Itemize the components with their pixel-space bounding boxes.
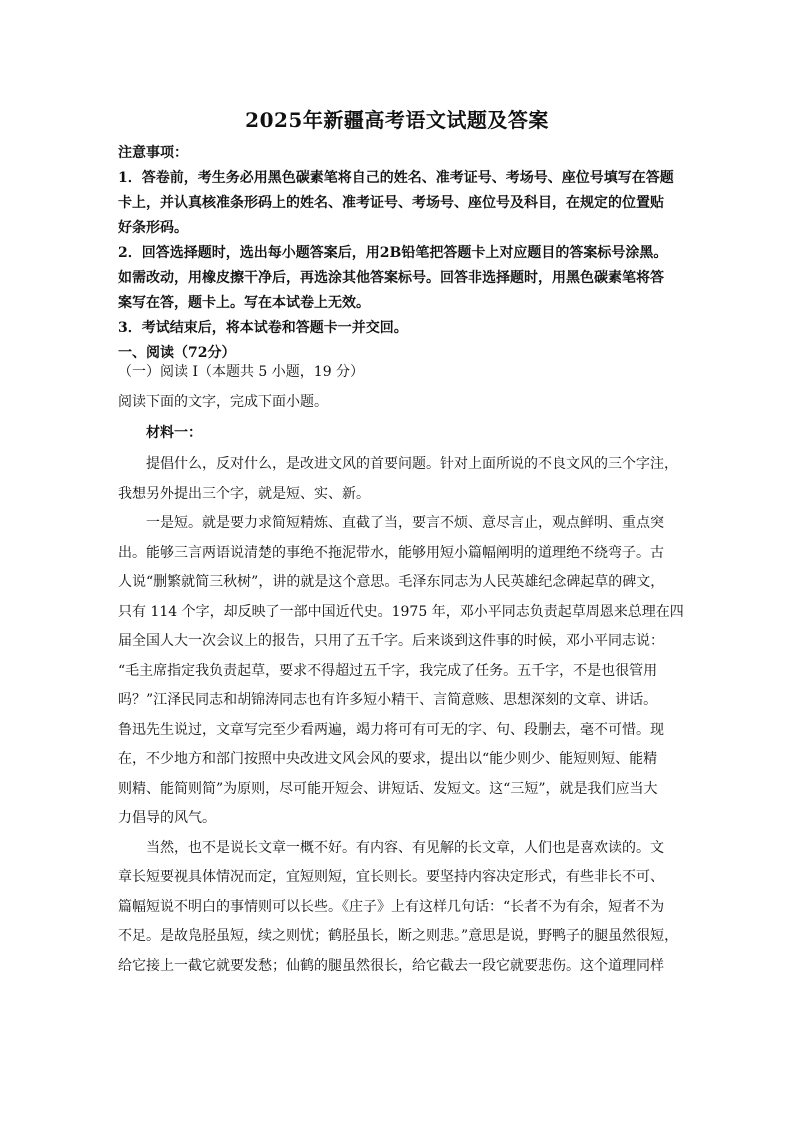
paragraph-line: “毛主席指定我负责起草，要求不得超过五千字，我完成了任务。五千字，不是也很管用 — [118, 662, 658, 679]
paragraph-line: 给它接上一截它就要发愁；仙鹤的腿虽然很长，给它截去一段它就要悲伤。这个道理同样 — [118, 957, 664, 974]
paragraph-line: 一是短。就是要力求简短精炼、直截了当，要言不烦、意尽言止，观点鲜明、重点突 — [146, 515, 664, 531]
paragraph-line: 提倡什么，反对什么，是改进文风的首要问题。针对上面所说的不良文风的三个字注， — [146, 456, 678, 472]
paragraph-line: 人说“删繁就简三秋树”，讲的就是这个意思。毛泽东同志为人民英雄纪念碑起草的碑文， — [118, 574, 665, 590]
notes-section — [118, 141, 688, 366]
paragraph-line: 出。能够三言两语说清楚的事绝不拖泥带水，能够用短小篇幅阐明的道理绝不绕弯子。古 — [118, 544, 664, 561]
subsection-heading: （一）阅读 I（本题共 5 小题，19 分） — [118, 364, 365, 380]
section-heading: 一、阅读（72分） — [118, 345, 236, 361]
paragraph-line: 不足。是故凫胫虽短，续之则忧；鹤胫虽长，断之则悲。”意思是说，野鸭子的腿虽然很短， — [118, 928, 679, 944]
material-label: 材料一： — [146, 425, 202, 441]
notes-line: 如需改动，用橡皮擦干净后，再选涂其他答案标号。回答非选择题时，用黑色碳素笔将答 — [118, 270, 664, 286]
notes-line: 卡上，并认真核准条形码上的姓名、准考证号、考场号、座位号及科目，在规定的位置贴 — [118, 195, 664, 211]
notes-heading: 注意事项： — [118, 145, 188, 161]
notes-line: 3．考试结束后，将本试卷和答题卡一并交回。 — [118, 320, 408, 336]
notes-line: 2．回答选择题时，选出每小题答案后，用2B铅笔把答题卡上对应题目的答案标号涂黑。 — [118, 245, 668, 261]
paragraph-line: 力倡导的风气。 — [118, 810, 216, 826]
paragraph-line: 我想另外提出三个字，就是短、实、新。 — [118, 485, 370, 502]
paragraph-line: 届全国人大一次会议上的报告，只用了五千字。后来谈到这件事的时候，邓小平同志说： — [118, 633, 664, 649]
paragraph-line: 鲁迅先生说过，文章写完至少看两遍，竭力将可有可无的字、句、段删去，毫不可惜。现 — [118, 721, 664, 738]
paragraph-line: 在，不少地方和部门按照中央改进文风会风的要求，提出以“能少则少、能短则短、能精 — [118, 751, 658, 767]
notes-line: 好条形码。 — [118, 220, 188, 236]
instruction-text: 阅读下面的文字，完成下面小题。 — [118, 394, 328, 410]
paragraph-line: 章长短要视具体情况而定，宜短则短，宜长则长。要坚持内容决定形式，有些非长不可、 — [118, 869, 664, 885]
paragraph-line: 只有 114 个字，却反映了一部中国近代史。1975 年，邓小平同志负责起草周恩来总理在四 — [118, 603, 684, 620]
paragraph-line: 则精、能简则简”为原则，尽可能开短会、讲短话、发短文。这“三短”，就是我们应当大 — [118, 780, 658, 797]
paragraph-line: 篇幅短说不明白的事情则可以长些。《庄子》上有这样几句话：“长者不为有余，短者不为 — [118, 898, 665, 915]
paragraph-line: 吗？”江泽民同志和胡锦涛同志也有许多短小精干、言简意赅、思想深刻的文章、讲话。 — [118, 692, 658, 708]
document-title: 2025年新疆高考语文试题及答案 — [245, 108, 549, 132]
material-body — [118, 450, 688, 981]
notes-line: 1．答卷前，考生务必用黑色碳素笔将自己的姓名、准考证号、考场号、座位号填写在答题 — [118, 170, 674, 186]
reading-section — [118, 358, 688, 448]
paragraph-line: 当然，也不是说长文章一概不好。有内容、有见解的长文章，人们也是喜欢读的。文 — [146, 839, 664, 856]
notes-line: 案写在答，题卡上。写在本试卷上无效。 — [118, 295, 370, 311]
